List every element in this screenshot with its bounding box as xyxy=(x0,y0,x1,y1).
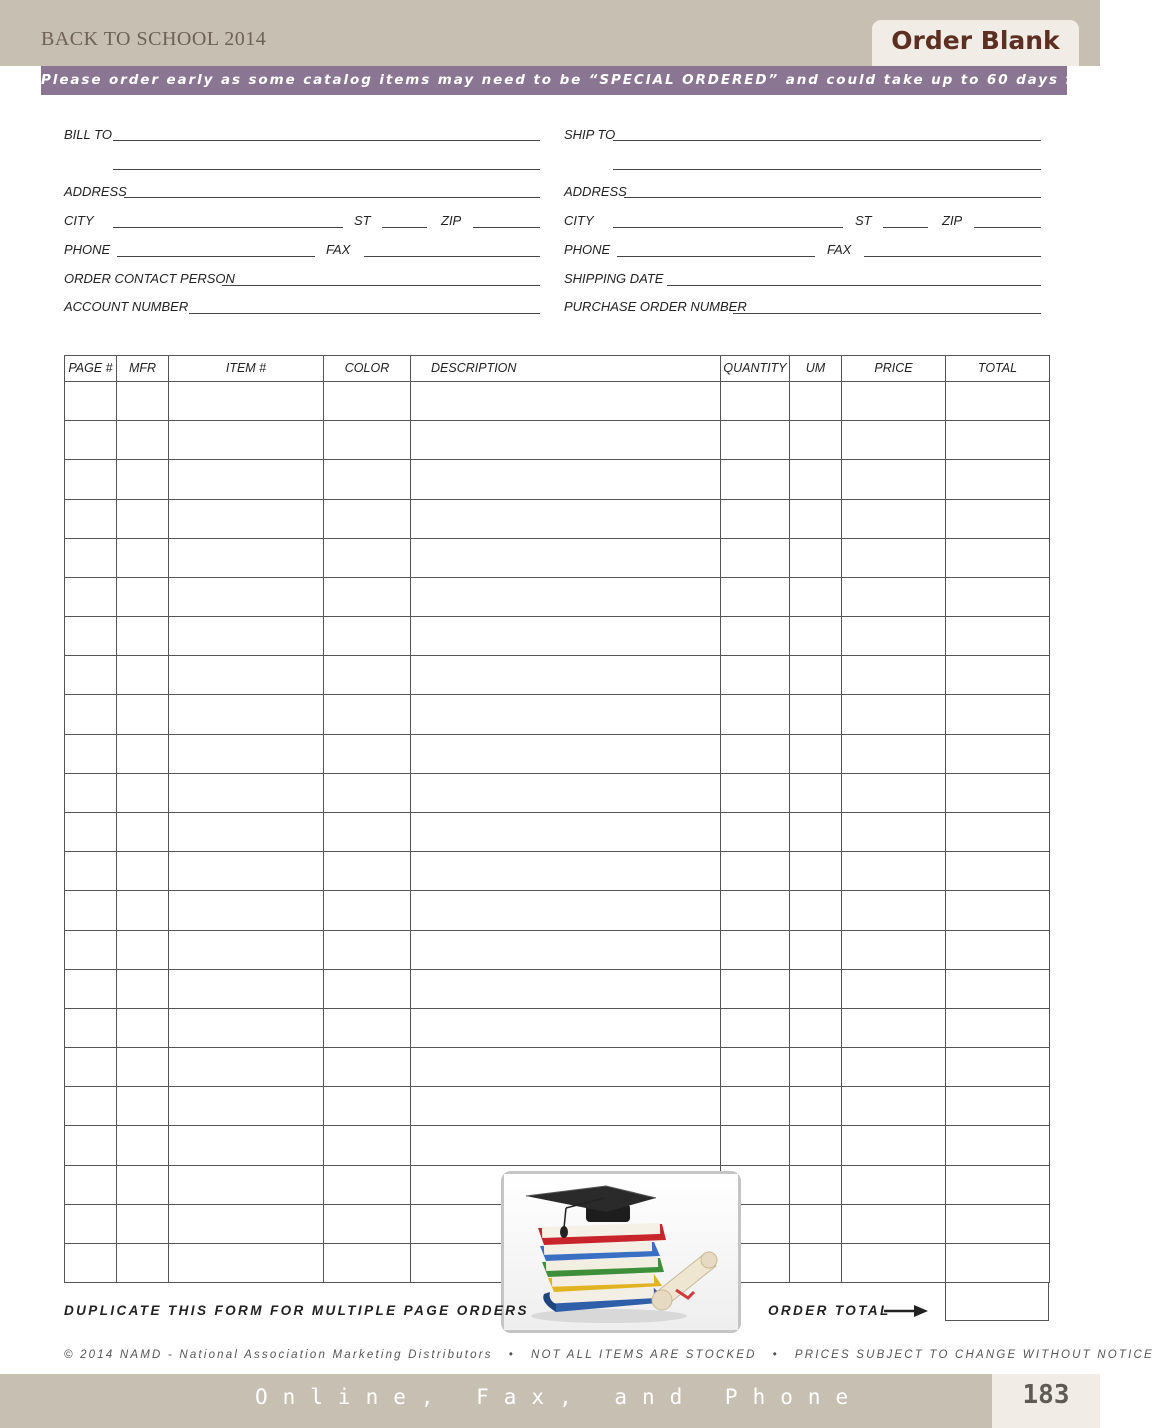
table-cell-price[interactable] xyxy=(841,381,946,421)
table-cell-total[interactable] xyxy=(945,930,1050,970)
table-cell-um[interactable] xyxy=(789,499,842,539)
table-cell-description[interactable] xyxy=(410,969,721,1009)
table-cell-page[interactable] xyxy=(64,851,117,891)
table-cell-quantity[interactable] xyxy=(720,616,790,656)
column-header-total xyxy=(945,355,1050,382)
table-cell-description[interactable] xyxy=(410,577,721,617)
illustration-frame xyxy=(501,1171,741,1333)
table-cell-description[interactable] xyxy=(410,655,721,695)
table-cell-um[interactable] xyxy=(789,420,842,460)
table-cell-um[interactable] xyxy=(789,734,842,774)
table-cell-page[interactable] xyxy=(64,890,117,931)
table-cell-page[interactable] xyxy=(64,930,117,970)
table-cell-quantity[interactable] xyxy=(720,890,790,931)
bill-phone-label: PHONE xyxy=(64,242,111,257)
table-cell-item[interactable] xyxy=(168,694,324,735)
table-cell-color[interactable] xyxy=(323,459,411,500)
table-cell-page[interactable] xyxy=(64,1165,117,1205)
table-cell-total[interactable] xyxy=(945,499,1050,539)
table-cell-item[interactable] xyxy=(168,420,324,460)
bill-st-label: ST xyxy=(354,213,371,228)
table-cell-color[interactable] xyxy=(323,1243,411,1283)
arrow-right-icon xyxy=(884,1304,928,1318)
table-cell-quantity[interactable] xyxy=(720,851,790,891)
account-number-field[interactable] xyxy=(189,313,540,314)
table-cell-quantity[interactable] xyxy=(720,1125,790,1166)
bill-address-field[interactable] xyxy=(124,197,540,198)
bill-fax-field[interactable] xyxy=(364,256,540,257)
prices-note-text: PRICES SUBJECT TO CHANGE WITHOUT NOTICE xyxy=(794,1349,1154,1361)
table-cell-price[interactable] xyxy=(841,773,946,813)
table-cell-total[interactable] xyxy=(945,734,1050,774)
table-cell-price[interactable] xyxy=(841,538,946,578)
account-number-label: ACCOUNT NUMBER xyxy=(64,299,189,314)
table-cell-quantity[interactable] xyxy=(720,773,790,813)
column-header-color xyxy=(323,355,411,382)
table-cell-mfr[interactable] xyxy=(116,655,169,695)
ship-fax-label: FAX xyxy=(827,242,852,257)
table-cell-page[interactable] xyxy=(64,969,117,1009)
table-cell-total[interactable] xyxy=(945,1243,1050,1283)
bill-fax-label: FAX xyxy=(326,242,351,257)
table-cell-total[interactable] xyxy=(945,655,1050,695)
column-header-page xyxy=(64,355,117,382)
table-cell-color[interactable] xyxy=(323,1204,411,1244)
table-cell-page[interactable] xyxy=(64,538,117,578)
table-cell-um[interactable] xyxy=(789,851,842,891)
table-cell-price[interactable] xyxy=(841,890,946,931)
table-cell-mfr[interactable] xyxy=(116,1008,169,1048)
table-cell-um[interactable] xyxy=(789,538,842,578)
table-cell-um[interactable] xyxy=(789,890,842,931)
graduation-books-illustration xyxy=(504,1174,738,1330)
table-cell-mfr[interactable] xyxy=(116,694,169,735)
table-cell-color[interactable] xyxy=(323,1047,411,1087)
table-cell-mfr[interactable] xyxy=(116,1086,169,1126)
ship-zip-label: ZIP xyxy=(942,213,963,228)
table-cell-price[interactable] xyxy=(841,459,946,500)
table-cell-total[interactable] xyxy=(945,1047,1050,1087)
table-cell-total[interactable] xyxy=(945,1125,1050,1166)
table-cell-quantity[interactable] xyxy=(720,577,790,617)
table-cell-mfr[interactable] xyxy=(116,1204,169,1244)
ship-zip-field[interactable] xyxy=(974,227,1041,228)
column-header-quantity xyxy=(720,355,790,382)
table-cell-page[interactable] xyxy=(64,616,117,656)
table-cell-page[interactable] xyxy=(64,1086,117,1126)
table-cell-total[interactable] xyxy=(945,381,1050,421)
table-cell-um[interactable] xyxy=(789,1204,842,1244)
table-cell-um[interactable] xyxy=(789,381,842,421)
table-cell-color[interactable] xyxy=(323,1086,411,1126)
table-cell-description[interactable] xyxy=(410,420,721,460)
table-cell-color[interactable] xyxy=(323,577,411,617)
table-cell-description[interactable] xyxy=(410,1086,721,1126)
table-cell-mfr[interactable] xyxy=(116,851,169,891)
ship-to-label: SHIP TO xyxy=(564,127,616,142)
table-cell-description[interactable] xyxy=(410,616,721,656)
table-cell-price[interactable] xyxy=(841,499,946,539)
copyright-text: © 2014 NAMD - National Association Marketing Distributors xyxy=(64,1349,493,1361)
table-cell-color[interactable] xyxy=(323,381,411,421)
table-cell-color[interactable] xyxy=(323,851,411,891)
ship-st-field[interactable] xyxy=(883,227,928,228)
table-cell-total[interactable] xyxy=(945,1008,1050,1048)
table-cell-quantity[interactable] xyxy=(720,459,790,500)
table-cell-page[interactable] xyxy=(64,381,117,421)
table-cell-page[interactable] xyxy=(64,1125,117,1166)
table-cell-item[interactable] xyxy=(168,538,324,578)
table-cell-total[interactable] xyxy=(945,420,1050,460)
table-cell-description[interactable] xyxy=(410,499,721,539)
table-cell-mfr[interactable] xyxy=(116,381,169,421)
column-header-label: MFR xyxy=(128,361,157,375)
table-cell-item[interactable] xyxy=(168,1204,324,1244)
table-cell-total[interactable] xyxy=(945,773,1050,813)
table-cell-page[interactable] xyxy=(64,655,117,695)
table-cell-total[interactable] xyxy=(945,459,1050,500)
table-cell-total[interactable] xyxy=(945,1165,1050,1205)
table-cell-price[interactable] xyxy=(841,812,946,852)
table-cell-color[interactable] xyxy=(323,890,411,931)
table-cell-mfr[interactable] xyxy=(116,577,169,617)
order-table xyxy=(64,355,1049,1282)
table-cell-page[interactable] xyxy=(64,459,117,500)
table-cell-page[interactable] xyxy=(64,773,117,813)
table-cell-quantity[interactable] xyxy=(720,655,790,695)
shipping-date-label: SHIPPING DATE xyxy=(564,271,664,286)
table-cell-price[interactable] xyxy=(841,577,946,617)
order-total-field[interactable] xyxy=(945,1282,1049,1321)
table-cell-color[interactable] xyxy=(323,969,411,1009)
table-cell-description[interactable] xyxy=(410,694,721,735)
page-number: 183 xyxy=(1022,1380,1070,1410)
table-cell-description[interactable] xyxy=(410,459,721,500)
table-cell-um[interactable] xyxy=(789,1086,842,1126)
column-header-label: PRICE xyxy=(874,361,913,375)
table-cell-quantity[interactable] xyxy=(720,694,790,735)
table-cell-price[interactable] xyxy=(841,734,946,774)
table-cell-um[interactable] xyxy=(789,459,842,500)
table-cell-color[interactable] xyxy=(323,1165,411,1205)
table-cell-total[interactable] xyxy=(945,538,1050,578)
table-cell-page[interactable] xyxy=(64,577,117,617)
table-cell-mfr[interactable] xyxy=(116,459,169,500)
order-contact-field[interactable] xyxy=(222,285,540,286)
column-header-item xyxy=(168,355,324,382)
bill-to-label: BILL TO xyxy=(64,127,112,142)
table-cell-quantity[interactable] xyxy=(720,812,790,852)
table-cell-item[interactable] xyxy=(168,734,324,774)
table-cell-price[interactable] xyxy=(841,1125,946,1166)
column-header-label: COLOR xyxy=(344,361,390,375)
column-header-price xyxy=(841,355,946,382)
table-cell-um[interactable] xyxy=(789,1125,842,1166)
table-cell-um[interactable] xyxy=(789,577,842,617)
column-header-um xyxy=(789,355,842,382)
table-cell-mfr[interactable] xyxy=(116,1165,169,1205)
table-cell-color[interactable] xyxy=(323,930,411,970)
table-cell-description[interactable] xyxy=(410,381,721,421)
table-cell-quantity[interactable] xyxy=(720,1047,790,1087)
table-cell-mfr[interactable] xyxy=(116,420,169,460)
table-cell-item[interactable] xyxy=(168,1086,324,1126)
table-cell-price[interactable] xyxy=(841,930,946,970)
table-cell-description[interactable] xyxy=(410,538,721,578)
ship-to-field[interactable] xyxy=(613,140,1041,141)
table-cell-mfr[interactable] xyxy=(116,930,169,970)
table-cell-color[interactable] xyxy=(323,734,411,774)
table-cell-mfr[interactable] xyxy=(116,1047,169,1087)
table-cell-item[interactable] xyxy=(168,459,324,500)
table-cell-item[interactable] xyxy=(168,930,324,970)
table-cell-page[interactable] xyxy=(64,694,117,735)
table-cell-quantity[interactable] xyxy=(720,420,790,460)
table-cell-total[interactable] xyxy=(945,616,1050,656)
table-cell-total[interactable] xyxy=(945,890,1050,931)
table-cell-price[interactable] xyxy=(841,1008,946,1048)
table-cell-item[interactable] xyxy=(168,655,324,695)
purchase-order-field[interactable] xyxy=(733,313,1041,314)
table-cell-um[interactable] xyxy=(789,1047,842,1087)
table-cell-total[interactable] xyxy=(945,851,1050,891)
page-title: Order Blank xyxy=(891,26,1060,55)
table-cell-total[interactable] xyxy=(945,812,1050,852)
table-cell-description[interactable] xyxy=(410,773,721,813)
table-cell-um[interactable] xyxy=(789,1243,842,1283)
table-cell-item[interactable] xyxy=(168,969,324,1009)
table-cell-page[interactable] xyxy=(64,420,117,460)
table-cell-page[interactable] xyxy=(64,1047,117,1087)
purchase-order-label: PURCHASE ORDER NUMBER xyxy=(564,299,747,314)
table-cell-um[interactable] xyxy=(789,969,842,1009)
table-cell-description[interactable] xyxy=(410,851,721,891)
table-cell-total[interactable] xyxy=(945,1086,1050,1126)
table-cell-um[interactable] xyxy=(789,1008,842,1048)
table-cell-price[interactable] xyxy=(841,969,946,1009)
table-cell-mfr[interactable] xyxy=(116,969,169,1009)
order-contact-label: ORDER CONTACT PERSON xyxy=(64,271,235,286)
column-header-label: TOTAL xyxy=(977,361,1018,375)
table-cell-color[interactable] xyxy=(323,616,411,656)
delivery-notice-bar: Please order early as some catalog items may need to be “SPECIAL ORDERED” and could take up to 60 days for delivery xyxy=(41,66,1067,95)
table-cell-total[interactable] xyxy=(945,577,1050,617)
table-cell-color[interactable] xyxy=(323,812,411,852)
bill-city-label: CITY xyxy=(64,213,94,228)
table-cell-description[interactable] xyxy=(410,734,721,774)
ship-phone-field[interactable] xyxy=(617,256,815,257)
table-cell-item[interactable] xyxy=(168,812,324,852)
table-cell-color[interactable] xyxy=(323,538,411,578)
bill-to-field[interactable] xyxy=(113,140,540,141)
footer-notes xyxy=(64,1349,1154,1361)
table-cell-quantity[interactable] xyxy=(720,381,790,421)
bill-st-field[interactable] xyxy=(382,227,427,228)
ship-address-field[interactable] xyxy=(624,197,1041,198)
table-cell-color[interactable] xyxy=(323,420,411,460)
table-cell-page[interactable] xyxy=(64,499,117,539)
table-cell-um[interactable] xyxy=(789,694,842,735)
table-cell-mfr[interactable] xyxy=(116,1243,169,1283)
ship-fax-field[interactable] xyxy=(864,256,1041,257)
table-cell-color[interactable] xyxy=(323,1008,411,1048)
table-cell-color[interactable] xyxy=(323,694,411,735)
column-header-label: ITEM # xyxy=(225,361,267,375)
table-cell-quantity[interactable] xyxy=(720,930,790,970)
not-stocked-text: NOT ALL ITEMS ARE STOCKED xyxy=(530,1349,757,1361)
table-cell-item[interactable] xyxy=(168,1125,324,1166)
table-cell-quantity[interactable] xyxy=(720,969,790,1009)
table-cell-mfr[interactable] xyxy=(116,499,169,539)
table-cell-quantity[interactable] xyxy=(720,1086,790,1126)
bill-zip-label: ZIP xyxy=(441,213,462,228)
table-cell-mfr[interactable] xyxy=(116,538,169,578)
table-cell-description[interactable] xyxy=(410,930,721,970)
table-cell-description[interactable] xyxy=(410,1008,721,1048)
table-cell-price[interactable] xyxy=(841,1243,946,1283)
table-cell-mfr[interactable] xyxy=(116,734,169,774)
duplicate-form-note: DUPLICATE THIS FORM FOR MULTIPLE PAGE ORDERS xyxy=(64,1303,529,1318)
table-cell-color[interactable] xyxy=(323,1125,411,1166)
table-cell-mfr[interactable] xyxy=(116,1125,169,1166)
table-cell-price[interactable] xyxy=(841,420,946,460)
bullet-separator: • xyxy=(772,1349,779,1361)
table-cell-item[interactable] xyxy=(168,577,324,617)
column-header-mfr xyxy=(116,355,169,382)
table-cell-price[interactable] xyxy=(841,1086,946,1126)
table-cell-quantity[interactable] xyxy=(720,499,790,539)
table-cell-um[interactable] xyxy=(789,773,842,813)
ship-city-field[interactable] xyxy=(613,227,843,228)
table-cell-color[interactable] xyxy=(323,655,411,695)
bottom-tagline: Online, Fax, and Phone xyxy=(255,1385,864,1409)
order-total-label: ORDER TOTAL xyxy=(768,1303,891,1318)
table-cell-description[interactable] xyxy=(410,812,721,852)
column-header-label: QUANTITY xyxy=(723,361,787,375)
table-cell-item[interactable] xyxy=(168,1047,324,1087)
table-cell-um[interactable] xyxy=(789,655,842,695)
table-cell-um[interactable] xyxy=(789,1165,842,1205)
table-cell-mfr[interactable] xyxy=(116,812,169,852)
ship-address-label: ADDRESS xyxy=(564,184,627,199)
table-cell-price[interactable] xyxy=(841,1204,946,1244)
shipping-date-field[interactable] xyxy=(667,285,1041,286)
table-cell-total[interactable] xyxy=(945,1204,1050,1244)
table-cell-page[interactable] xyxy=(64,1008,117,1048)
table-cell-page[interactable] xyxy=(64,734,117,774)
table-cell-description[interactable] xyxy=(410,890,721,931)
table-cell-page[interactable] xyxy=(64,1204,117,1244)
table-cell-um[interactable] xyxy=(789,930,842,970)
bullet-separator: • xyxy=(508,1349,515,1361)
table-cell-mfr[interactable] xyxy=(116,890,169,931)
table-cell-item[interactable] xyxy=(168,616,324,656)
table-cell-color[interactable] xyxy=(323,499,411,539)
ship-city-label: CITY xyxy=(564,213,594,228)
table-cell-description[interactable] xyxy=(410,1047,721,1087)
table-cell-item[interactable] xyxy=(168,381,324,421)
table-cell-um[interactable] xyxy=(789,616,842,656)
ship-phone-label: PHONE xyxy=(564,242,611,257)
table-cell-mfr[interactable] xyxy=(116,773,169,813)
bill-to-field-line2[interactable] xyxy=(113,169,540,170)
table-cell-item[interactable] xyxy=(168,851,324,891)
table-cell-item[interactable] xyxy=(168,1243,324,1283)
table-cell-price[interactable] xyxy=(841,851,946,891)
table-cell-um[interactable] xyxy=(789,812,842,852)
table-cell-page[interactable] xyxy=(64,812,117,852)
table-cell-quantity[interactable] xyxy=(720,538,790,578)
column-header-label: UM xyxy=(805,361,826,375)
table-cell-mfr[interactable] xyxy=(116,616,169,656)
table-cell-item[interactable] xyxy=(168,499,324,539)
table-cell-item[interactable] xyxy=(168,773,324,813)
table-cell-total[interactable] xyxy=(945,694,1050,735)
table-cell-color[interactable] xyxy=(323,773,411,813)
ship-to-field-line2[interactable] xyxy=(613,169,1041,170)
column-header-description xyxy=(410,355,721,382)
table-cell-price[interactable] xyxy=(841,694,946,735)
table-cell-item[interactable] xyxy=(168,890,324,931)
table-cell-quantity[interactable] xyxy=(720,1008,790,1048)
bill-phone-field[interactable] xyxy=(117,256,315,257)
bill-address-label: ADDRESS xyxy=(64,184,127,199)
table-cell-item[interactable] xyxy=(168,1165,324,1205)
table-cell-item[interactable] xyxy=(168,1008,324,1048)
bill-zip-field[interactable] xyxy=(473,227,540,228)
table-cell-price[interactable] xyxy=(841,655,946,695)
ship-st-label: ST xyxy=(855,213,872,228)
table-cell-price[interactable] xyxy=(841,1047,946,1087)
catalog-title: BACK TO SCHOOL 2014 xyxy=(41,28,267,50)
bill-city-field[interactable] xyxy=(113,227,343,228)
table-cell-quantity[interactable] xyxy=(720,734,790,774)
table-cell-description[interactable] xyxy=(410,1125,721,1166)
column-header-label: PAGE # xyxy=(68,361,113,375)
table-cell-page[interactable] xyxy=(64,1243,117,1283)
table-cell-price[interactable] xyxy=(841,1165,946,1205)
table-cell-total[interactable] xyxy=(945,969,1050,1009)
column-header-label: DESCRIPTION xyxy=(431,361,517,375)
table-cell-price[interactable] xyxy=(841,616,946,656)
